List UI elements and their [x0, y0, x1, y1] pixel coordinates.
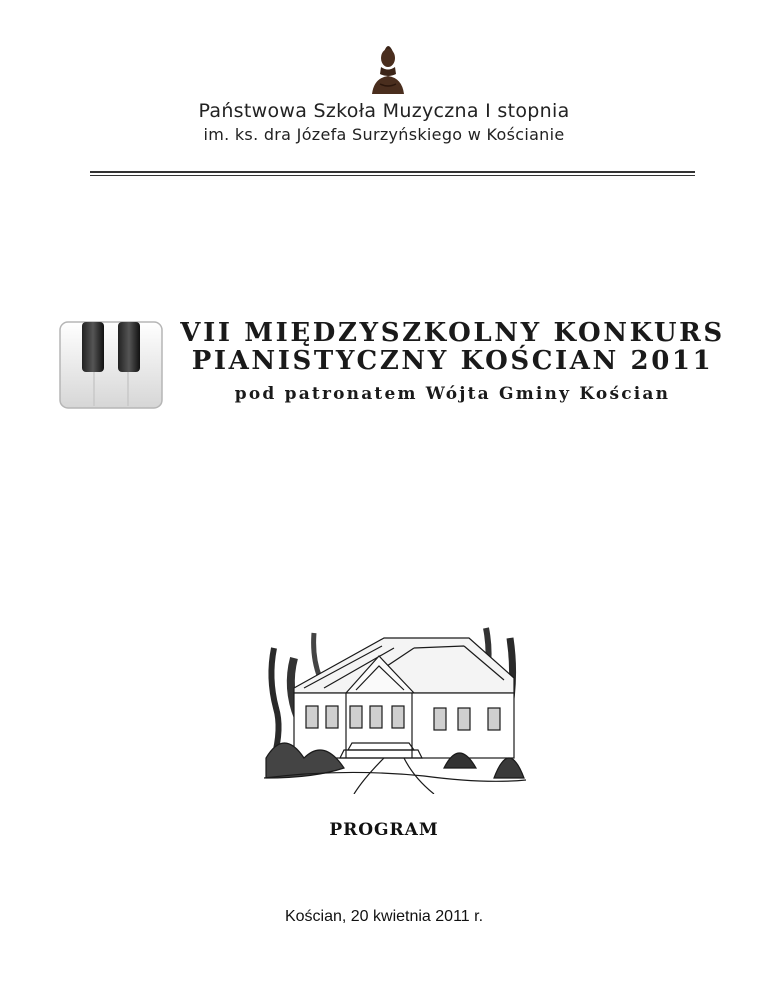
contest-title-line1: VII MIĘDZYSZKOLNY KONKURS	[180, 318, 725, 348]
header-divider-thick	[90, 171, 695, 173]
patronage-line: pod patronatem Wójta Gminy Kościan	[234, 384, 671, 404]
header-divider-thin	[90, 175, 695, 176]
school-name-line2: im. ks. dra Józefa Surzyńskiego w Kościanie	[203, 125, 565, 144]
contest-title-line2: PIANISTYCZNY KOŚCIAN 2011	[191, 346, 714, 376]
school-building-drawing	[264, 618, 526, 794]
place-date-line: Kościan, 20 kwietnia 2011 r.	[284, 908, 484, 925]
composer-bust-icon	[362, 38, 414, 96]
program-heading: PROGRAM	[329, 820, 439, 840]
school-name-line1: Państwowa Szkoła Muzyczna I stopnia	[198, 100, 570, 122]
piano-keys-icon	[58, 320, 164, 410]
